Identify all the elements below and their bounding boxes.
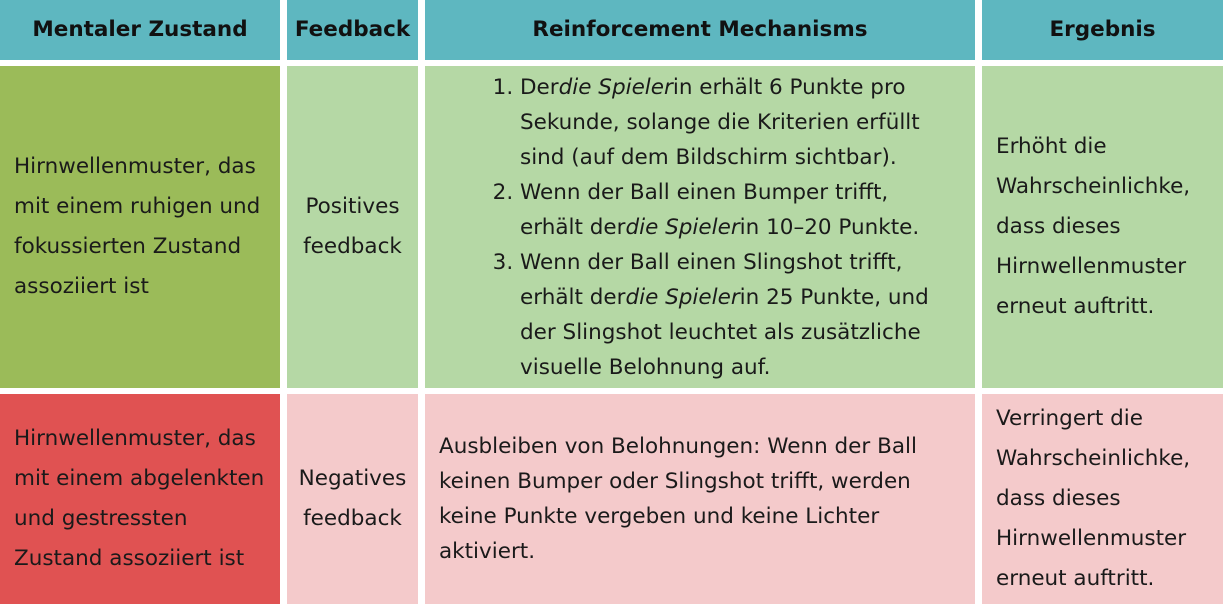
- table-row-positive: [0, 66, 1223, 388]
- mental-state-text: Hirnwellenmuster, das mit einem abgelenkten und gestressten Zustand assoziiert ist: [14, 426, 265, 571]
- list-item: 3. Wenn der Ball einen Slingshot trifft, erhält derdie Spielerin 25 Punkte, und der Slingshot leuchtet als zusätzliche visuelle Belohnung auf.: [520, 245, 951, 385]
- mental-state-cell: [0, 66, 280, 388]
- mental-state-text: Hirnwellenmuster, das mit einem ruhigen und fokussierten Zustand assoziiert ist: [14, 154, 261, 299]
- feedback-cell: [287, 394, 418, 604]
- mechanisms-list: [425, 70, 975, 385]
- mechanisms-cell: [425, 66, 975, 388]
- mechanisms-cell: [425, 394, 975, 604]
- header-row: [0, 0, 1223, 60]
- header-feedback: Feedback: [287, 0, 418, 60]
- feedback-text: Negatives feedback: [298, 466, 407, 531]
- list-item: 2. Wenn der Ball einen Bumper trifft, erhält derdie Spielerin 10–20 Punkte.: [520, 175, 951, 245]
- feedback-text: Positives feedback: [303, 194, 402, 259]
- result-text: Verringert die Wahrscheinlichke, dass dieses Hirnwellenmuster erneut auftritt.: [996, 406, 1191, 591]
- result-text: Erhöht die Wahrscheinlichke, dass dieses Hirnwellenmuster erneut auftritt.: [996, 134, 1191, 319]
- header-mechanisms: Reinforcement Mechanisms: [425, 0, 975, 60]
- header-result: Ergebnis: [982, 0, 1223, 60]
- result-cell: [982, 66, 1223, 388]
- mechanisms-text: Ausbleiben von Belohnungen: Wenn der Ball keinen Bumper oder Slingshot trifft, werden keine Punkte vergeben und keine Lichter aktiviert.: [439, 434, 917, 564]
- list-item: 1. Derdie Spielerin erhält 6 Punkte pro Sekunde, solange die Kriterien erfüllt sind (auf dem Bildschirm sichtbar).: [520, 70, 951, 175]
- feedback-cell: [287, 66, 418, 388]
- header-mental-state: Mentaler Zustand: [0, 0, 280, 60]
- mental-state-cell: [0, 394, 280, 604]
- table-row-negative: [0, 394, 1223, 604]
- result-cell: [982, 394, 1223, 604]
